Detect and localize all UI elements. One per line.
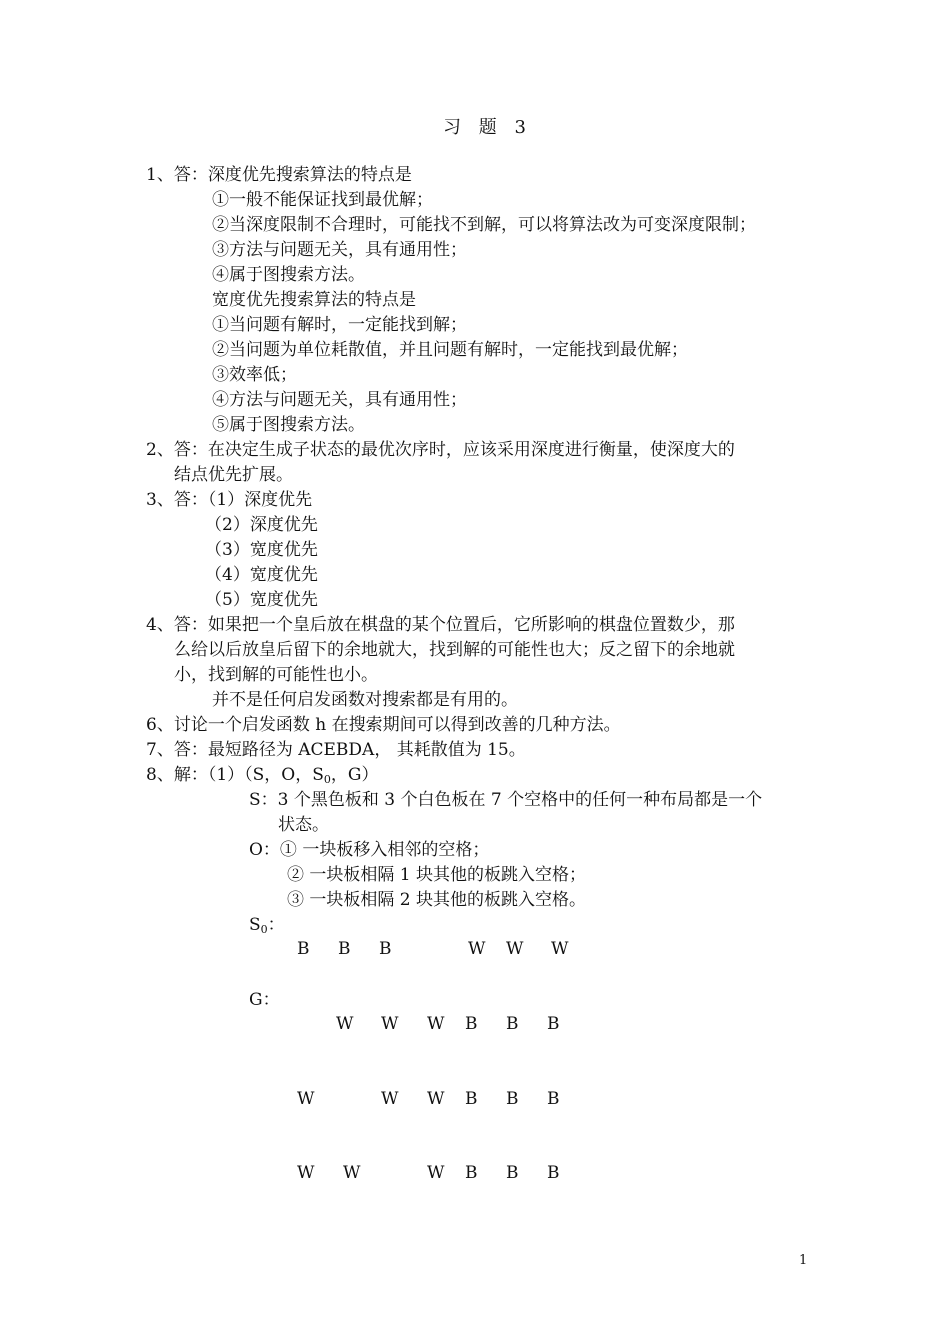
board-cell: W bbox=[468, 939, 486, 959]
q1-dfs-item: ②当深度限制不合理时，可能找不到解，可以将算法改为可变深度限制； bbox=[212, 215, 756, 235]
page-title: 习 题 3 bbox=[443, 117, 532, 138]
board-cell: B bbox=[465, 1014, 478, 1034]
board-cell: W bbox=[297, 1163, 315, 1183]
q8-line bbox=[146, 764, 378, 786]
board-cell: B bbox=[506, 1089, 519, 1109]
q1-bfs-item: ②当问题为单位耗散值，并且问题有解时，一定能找到最优解； bbox=[212, 340, 688, 360]
q2-line: 结点优先扩展。 bbox=[174, 465, 293, 485]
q4-line: 4、答：如果把一个皇后放在棋盘的某个位置后，它所影响的棋盘位置数少，那 bbox=[146, 615, 735, 635]
q1-dfs-item: ③方法与问题无关，具有通用性； bbox=[212, 240, 467, 260]
q7-line: 7、答：最短路径为 ACEBDA， 其耗散值为 15。 bbox=[146, 740, 526, 760]
board-cell: B bbox=[547, 1089, 560, 1109]
q1-bfs-item: ③效率低； bbox=[212, 365, 297, 385]
q8-g-label: G： bbox=[249, 990, 280, 1010]
q1-dfs-item: ①一般不能保证找到最优解； bbox=[212, 190, 433, 210]
board-cell: W bbox=[427, 1163, 445, 1183]
q8-s-def: S：3 个黑色板和 3 个白色板在 7 个空格中的任何一种布局都是一个 bbox=[249, 790, 763, 810]
q1-intro: 1、答：深度优先搜索算法的特点是 bbox=[146, 165, 412, 185]
q1-bfs-intro: 宽度优先搜索算法的特点是 bbox=[212, 290, 416, 310]
q8-subscript: 0 bbox=[260, 923, 268, 936]
board-cell: B bbox=[379, 939, 392, 959]
q4-line: 小，找到解的可能性也小。 bbox=[174, 665, 378, 685]
q8-text: ，G） bbox=[330, 765, 379, 785]
q6-line: 6、讨论一个启发函数 h 在搜索期间可以得到改善的几种方法。 bbox=[146, 715, 621, 735]
q4-line: 并不是任何启发函数对搜索都是有用的。 bbox=[212, 690, 518, 710]
q8-o-def: O：① 一块板移入相邻的空格； bbox=[249, 840, 490, 860]
board-cell: W bbox=[343, 1163, 361, 1183]
board-cell: W bbox=[427, 1014, 445, 1034]
board-cell: B bbox=[465, 1089, 478, 1109]
board-cell: W bbox=[506, 939, 524, 959]
q3-item: （4）宽度优先 bbox=[205, 565, 318, 585]
board-cell: W bbox=[381, 1014, 399, 1034]
q8-text: S bbox=[249, 915, 261, 935]
q8-o-def: ③ 一块板相隔 2 块其他的板跳入空格。 bbox=[287, 890, 587, 910]
q1-bfs-item: ①当问题有解时，一定能找到解； bbox=[212, 315, 467, 335]
q4-line: 么给以后放皇后留下的余地就大，找到解的可能性也大；反之留下的余地就 bbox=[174, 640, 735, 660]
board-cell: W bbox=[336, 1014, 354, 1034]
board-cell: B bbox=[297, 939, 310, 959]
board-cell: B bbox=[506, 1163, 519, 1183]
board-cell: B bbox=[547, 1014, 560, 1034]
q3-item: （5）宽度优先 bbox=[205, 590, 318, 610]
q1-dfs-item: ④属于图搜索方法。 bbox=[212, 265, 365, 285]
q3-line: 3、答：（1）深度优先 bbox=[146, 490, 313, 510]
q8-subscript: 0 bbox=[323, 773, 331, 786]
q8-text: 8、解：（1）（S，O，S bbox=[146, 765, 324, 785]
board-cell: W bbox=[297, 1089, 315, 1109]
board-cell: B bbox=[338, 939, 351, 959]
q3-item: （3）宽度优先 bbox=[205, 540, 318, 560]
q8-o-def: ② 一块板相隔 1 块其他的板跳入空格； bbox=[287, 865, 587, 885]
q8-s0-label bbox=[249, 914, 285, 936]
board-cell: B bbox=[547, 1163, 560, 1183]
page-number: 1 bbox=[799, 1253, 808, 1268]
board-cell: W bbox=[381, 1089, 399, 1109]
board-cell: W bbox=[551, 939, 569, 959]
board-cell: B bbox=[465, 1163, 478, 1183]
board-cell: W bbox=[427, 1089, 445, 1109]
board-cell: B bbox=[506, 1014, 519, 1034]
q1-bfs-item: ⑤属于图搜索方法。 bbox=[212, 415, 365, 435]
q3-item: （2）深度优先 bbox=[205, 515, 318, 535]
q8-s-def: 状态。 bbox=[278, 815, 329, 835]
q8-text: ： bbox=[267, 915, 285, 935]
q1-bfs-item: ④方法与问题无关，具有通用性； bbox=[212, 390, 467, 410]
q2-line: 2、答：在决定生成子状态的最优次序时，应该采用深度进行衡量，使深度大的 bbox=[146, 440, 735, 460]
